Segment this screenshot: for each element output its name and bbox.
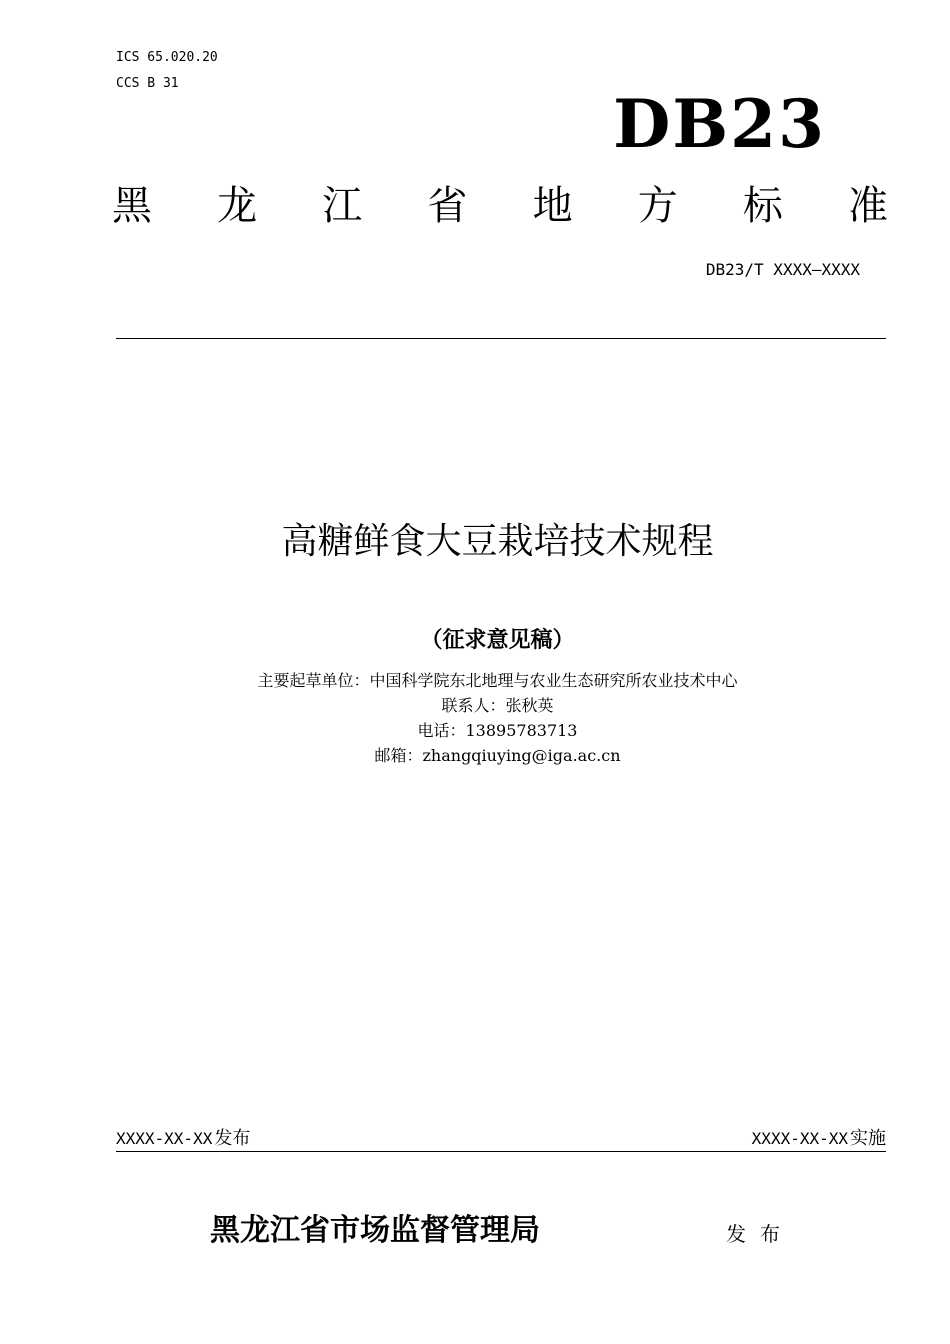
standard-type-char: 黑 <box>112 183 152 229</box>
standard-type-char: 省 <box>427 183 468 229</box>
draft-label: （征求意见稿） <box>420 627 575 653</box>
implement-date-value: XXXX-XX-XX <box>751 1129 848 1148</box>
bottom-divider <box>116 1151 886 1152</box>
top-divider <box>116 338 886 339</box>
ccs-code: CCS B 31 <box>116 76 179 91</box>
dates-row <box>116 1124 886 1150</box>
standard-type-char: 江 <box>322 183 363 229</box>
standard-type-char: 标 <box>742 183 783 229</box>
drafting-unit: 主要起草单位：中国科学院东北地理与农业生态研究所农业技术中心 <box>257 671 738 690</box>
publish-label: 发布 <box>726 1222 794 1246</box>
contact-block <box>0 668 950 768</box>
standard-code-logo: DB23 <box>613 85 826 163</box>
issue-date-value: XXXX-XX-XX <box>116 1129 213 1148</box>
standard-number: DB23/T XXXX—XXXX <box>705 260 860 279</box>
standard-type-char: 方 <box>637 183 678 229</box>
contact-person: 联系人：张秋英 <box>441 696 554 715</box>
contact-phone: 电话：13895783713 <box>417 721 578 740</box>
classification-codes <box>116 45 218 97</box>
standard-type-char: 准 <box>847 183 888 229</box>
implement-date-label: 实施 <box>850 1128 886 1149</box>
issue-date <box>116 1124 250 1150</box>
implement-date <box>752 1124 886 1150</box>
publisher: 黑龙江省市场监督管理局 <box>210 1213 540 1248</box>
standard-type-char: 地 <box>532 183 573 229</box>
contact-email: 邮箱：zhangqiuying@iga.ac.cn <box>374 746 621 765</box>
standard-type-heading <box>112 178 888 234</box>
issue-date-label: 发布 <box>214 1128 251 1149</box>
ics-code: ICS 65.020.20 <box>116 50 218 65</box>
standard-type-char: 龙 <box>217 183 258 229</box>
document-title: 高糖鲜食大豆栽培技术规程 <box>281 521 714 562</box>
